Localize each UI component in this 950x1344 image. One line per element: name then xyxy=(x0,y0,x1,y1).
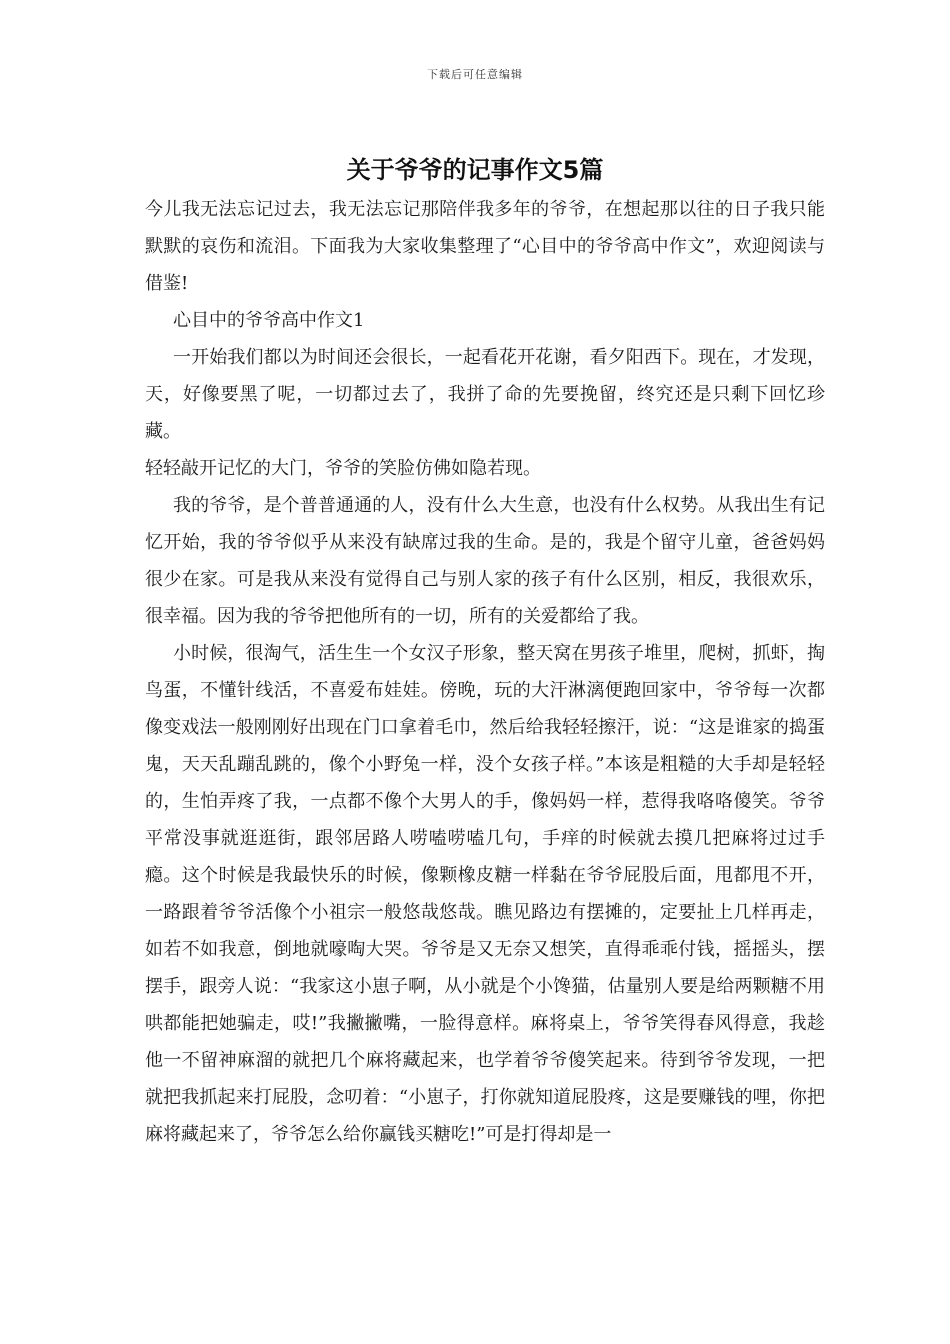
paragraph: 小时候，很淘气，活生生一个女汉子形象，整天窝在男孩子堆里，爬树，抓虾，掏鸟蛋，不懂针线活，不喜爱布娃娃。傍晚，玩的大汗淋漓便跑回家中，爷爷每一次都像变戏法一般刚刚好出现在门口拿着毛巾，然后给我轻轻擦汗，说：“这是谁家的捣蛋鬼，天天乱蹦乱跳的，像个小野兔一样，没个女孩子样。”本该是粗糙的大手却是轻轻的，生怕弄疼了我，一点都不像个大男人的手，像妈妈一样，惹得我咯咯傻笑。爷爷平常没事就逛逛街，跟邻居路人唠嗑唠嗑几句，手痒的时候就去摸几把麻将过过手瘾。这个时候是我最快乐的时候，像颗橡皮糖一样黏在爷爷屁股后面，甩都甩不开，一路跟着爷爷活像个小祖宗一般悠哉悠哉。瞧见路边有摆摊的，定要扯上几样再走，如若不如我意，倒地就嚎啕大哭。爷爷是又无奈又想笑，直得乖乖付钱，摇摇头，摆摆手，跟旁人说：“我家这小崽子啊，从小就是个小馋猫，估量别人要是给两颗糖不用哄都能把她骗走，哎!”我撇撇嘴，一脸得意样。麻将桌上，爷爷笑得春风得意，我趁他一不留神麻溜的就把几个麻将藏起来，也学着爷爷傻笑起来。待到爷爷发现，一把就把我抓起来打屁股，念叨着：“小崽子，打你就知道屁股疼，这是要赚钱的哩，你把麻将藏起来了，爷爷怎么给你赢钱买糖吃!”可是打得却是一 xyxy=(145,643,825,1145)
paragraph-subtitle: 心目中的爷爷高中作文1 xyxy=(173,310,365,331)
paragraph: 我的爷爷，是个普普通通的人，没有什么大生意，也没有什么权势。从我出生有记忆开始，我的爷爷似乎从来没有缺席过我的生命。是的，我是个留守儿童，爸爸妈妈很少在家。可是我从来没有觉得自己与别人家的孩子有什么区别，相反，我很欢乐，很幸福。因为我的爷爷把他所有的一切，所有的关爱都给了我。 xyxy=(145,495,825,627)
document-body xyxy=(145,191,825,1153)
paragraph: 轻轻敲开记忆的大门，爷爷的笑脸仿佛如隐若现。 xyxy=(145,458,541,479)
document-title: 关于爷爷的记事作文5篇 xyxy=(346,156,604,184)
paragraph: 一开始我们都以为时间还会很长，一起看花开花谢，看夕阳西下。现在，才发现，天，好像要黑了呢，一切都过去了，我拼了命的先要挽留，终究还是只剩下回忆珍藏。 xyxy=(145,347,825,442)
header-note: 下载后可任意编辑 xyxy=(427,68,523,81)
paragraph-intro: 今儿我无法忘记过去，我无法忘记那陪伴我多年的爷爷，在想起那以往的日子我只能默默的哀伤和流泪。下面我为大家收集整理了“心目中的爷爷高中作文”，欢迎阅读与借鉴! xyxy=(145,199,825,294)
